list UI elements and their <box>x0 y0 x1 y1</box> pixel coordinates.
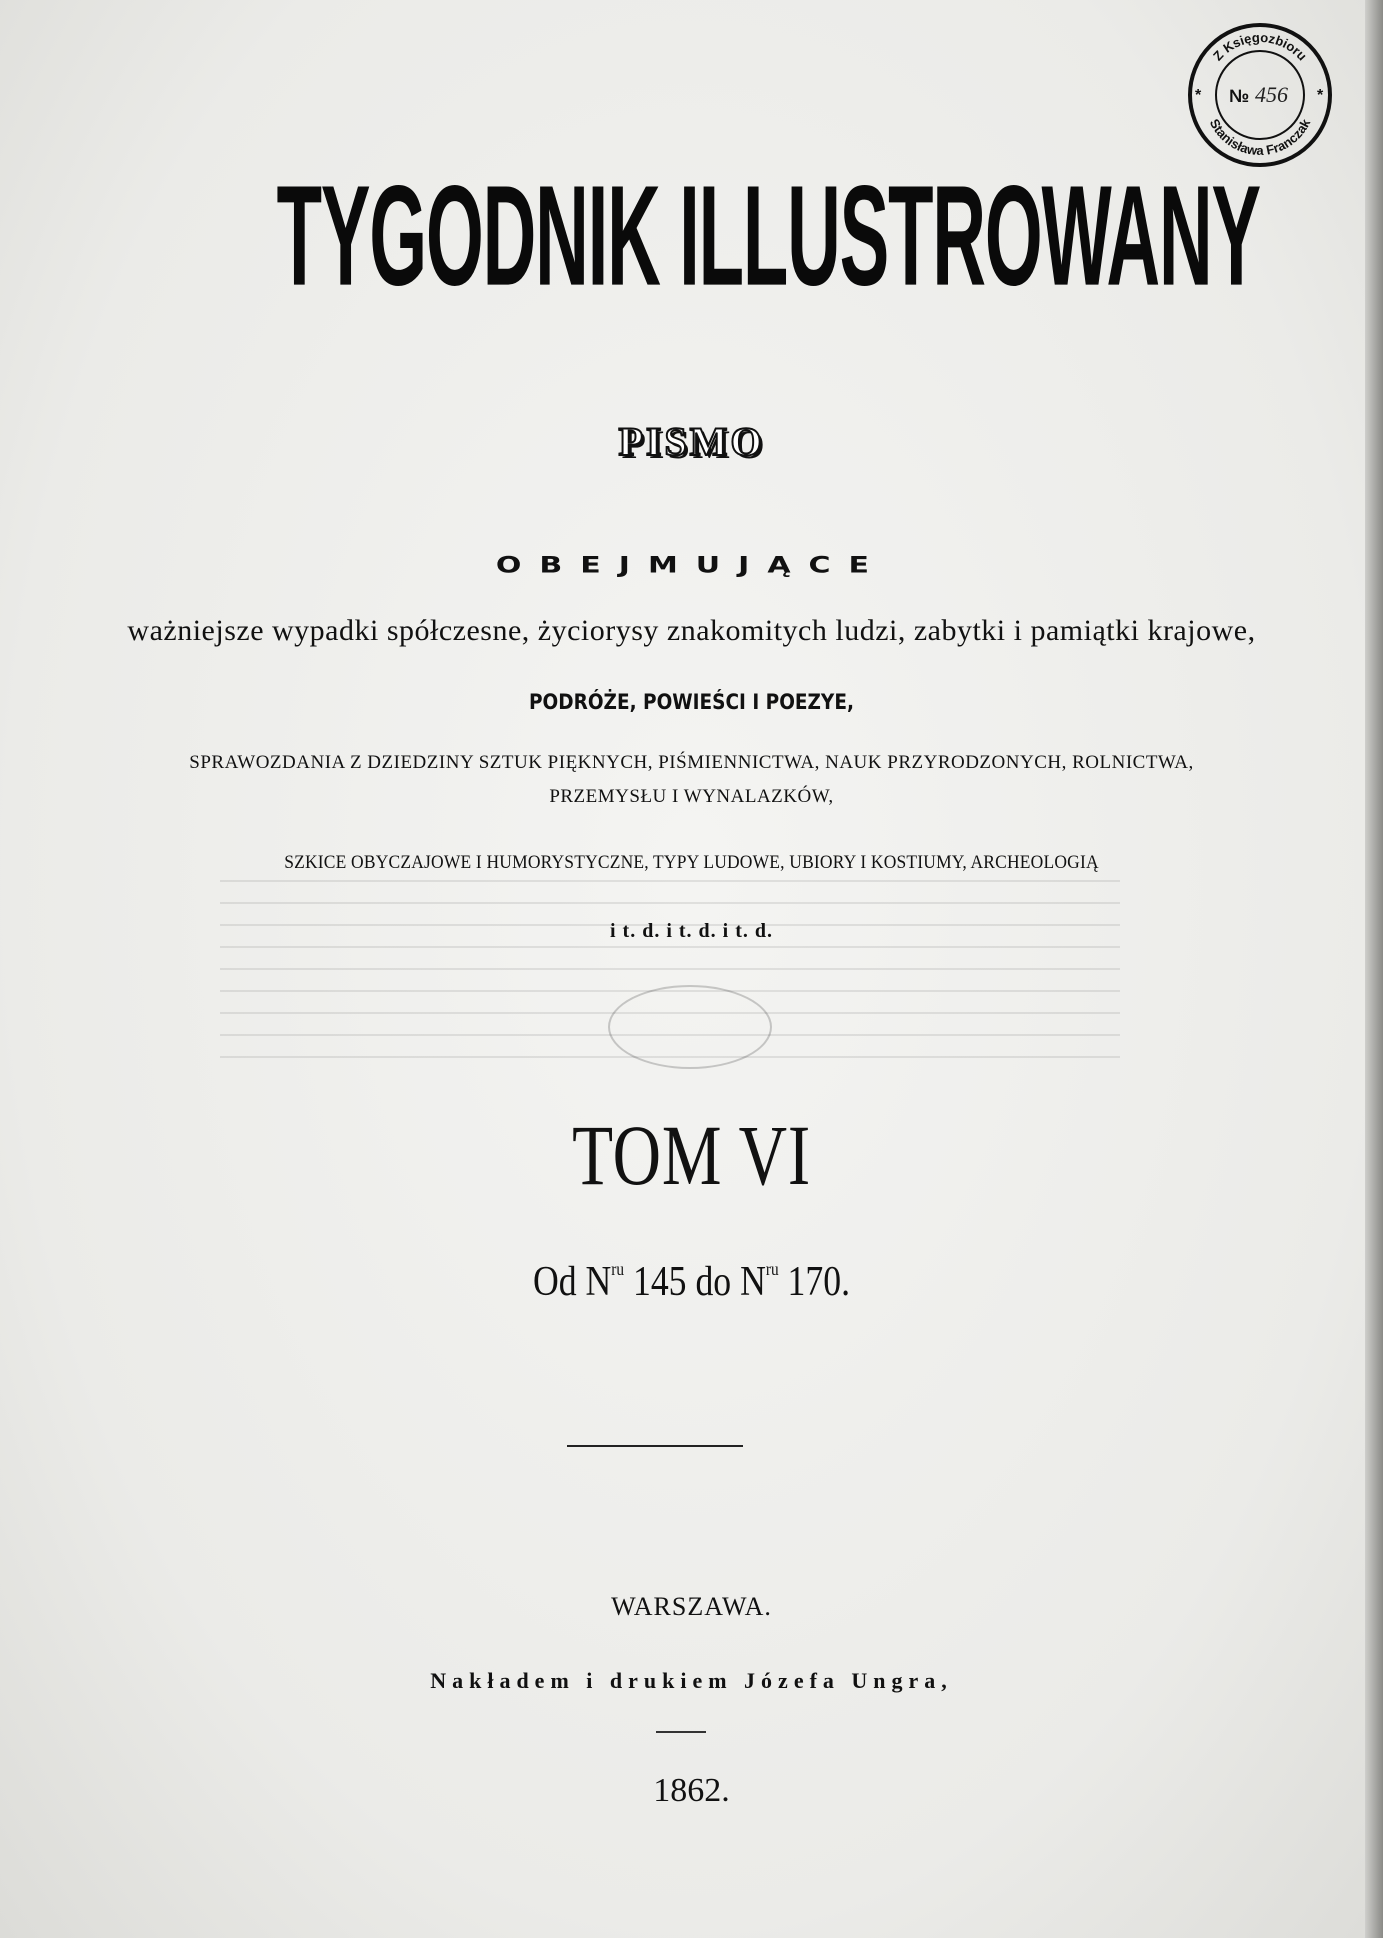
svg-text:*: * <box>1195 87 1202 104</box>
stamp-number: 456 <box>1255 82 1288 107</box>
issue-from-prefix: Od N <box>532 1259 612 1305</box>
issue-to-sup: ru <box>765 1259 779 1279</box>
short-divider-rule <box>656 1731 706 1733</box>
svg-text:*: * <box>1317 87 1324 104</box>
contents-line-1: ważniejsze wypadki spółczesne, życiorysy znakomitych ludzi, zabytki i pamiątki krajowe, <box>127 614 1256 647</box>
stamp-bottom-text: Stanisława Franczak <box>1206 116 1314 159</box>
library-stamp <box>1185 20 1335 170</box>
place-of-publication: WARSZAWA. <box>611 1592 772 1621</box>
stamp-number-label: № <box>1229 86 1250 106</box>
subtitle-pismo: PISMO <box>618 419 765 464</box>
contents-line-4: PRZEMYSŁU I WYNALAZKÓW, <box>549 786 834 807</box>
contents-line-3: SPRAWOZDANIA Z DZIEDZINY SZTUK PIĘKNYCH, PIŚMIENNICTWA, NAUK PRZYRODZONYCH, ROLNICTWA, <box>189 752 1194 773</box>
stamp-top-text: Z Księgozbioru <box>1210 29 1310 64</box>
publisher-line: Nakładem i drukiem Józefa Ungra, <box>430 1668 953 1693</box>
page-edge <box>1365 0 1383 1938</box>
contents-line-5: SZKICE OBYCZAJOWE I HUMORYSTYCZNE, TYPY LUDOWE, UBIORY I KOSTIUMY, ARCHEOLOGIĄ <box>284 852 1099 873</box>
publication-year: 1862. <box>653 1772 730 1809</box>
issue-to-prefix: do N <box>695 1259 766 1305</box>
volume-heading: TOM VI <box>572 1107 811 1203</box>
contents-line-6: i t. d. i t. d. i t. d. <box>609 920 774 942</box>
obejmujace-heading: OBEJMUJĄCE <box>495 552 888 579</box>
divider-rule <box>567 1445 743 1447</box>
issue-from-number: 145 <box>632 1259 687 1305</box>
issue-from-sup: ru <box>611 1259 625 1279</box>
issue-range <box>104 1258 1280 1306</box>
page-title: TYGODNIK ILLUSTROWANY <box>276 156 1260 316</box>
contents-line-2: PODRÓŻE, POWIEŚCI I POEZYE, <box>529 690 854 714</box>
bleed-through-stamp <box>608 985 772 1069</box>
issue-to-number: 170. <box>787 1259 851 1305</box>
